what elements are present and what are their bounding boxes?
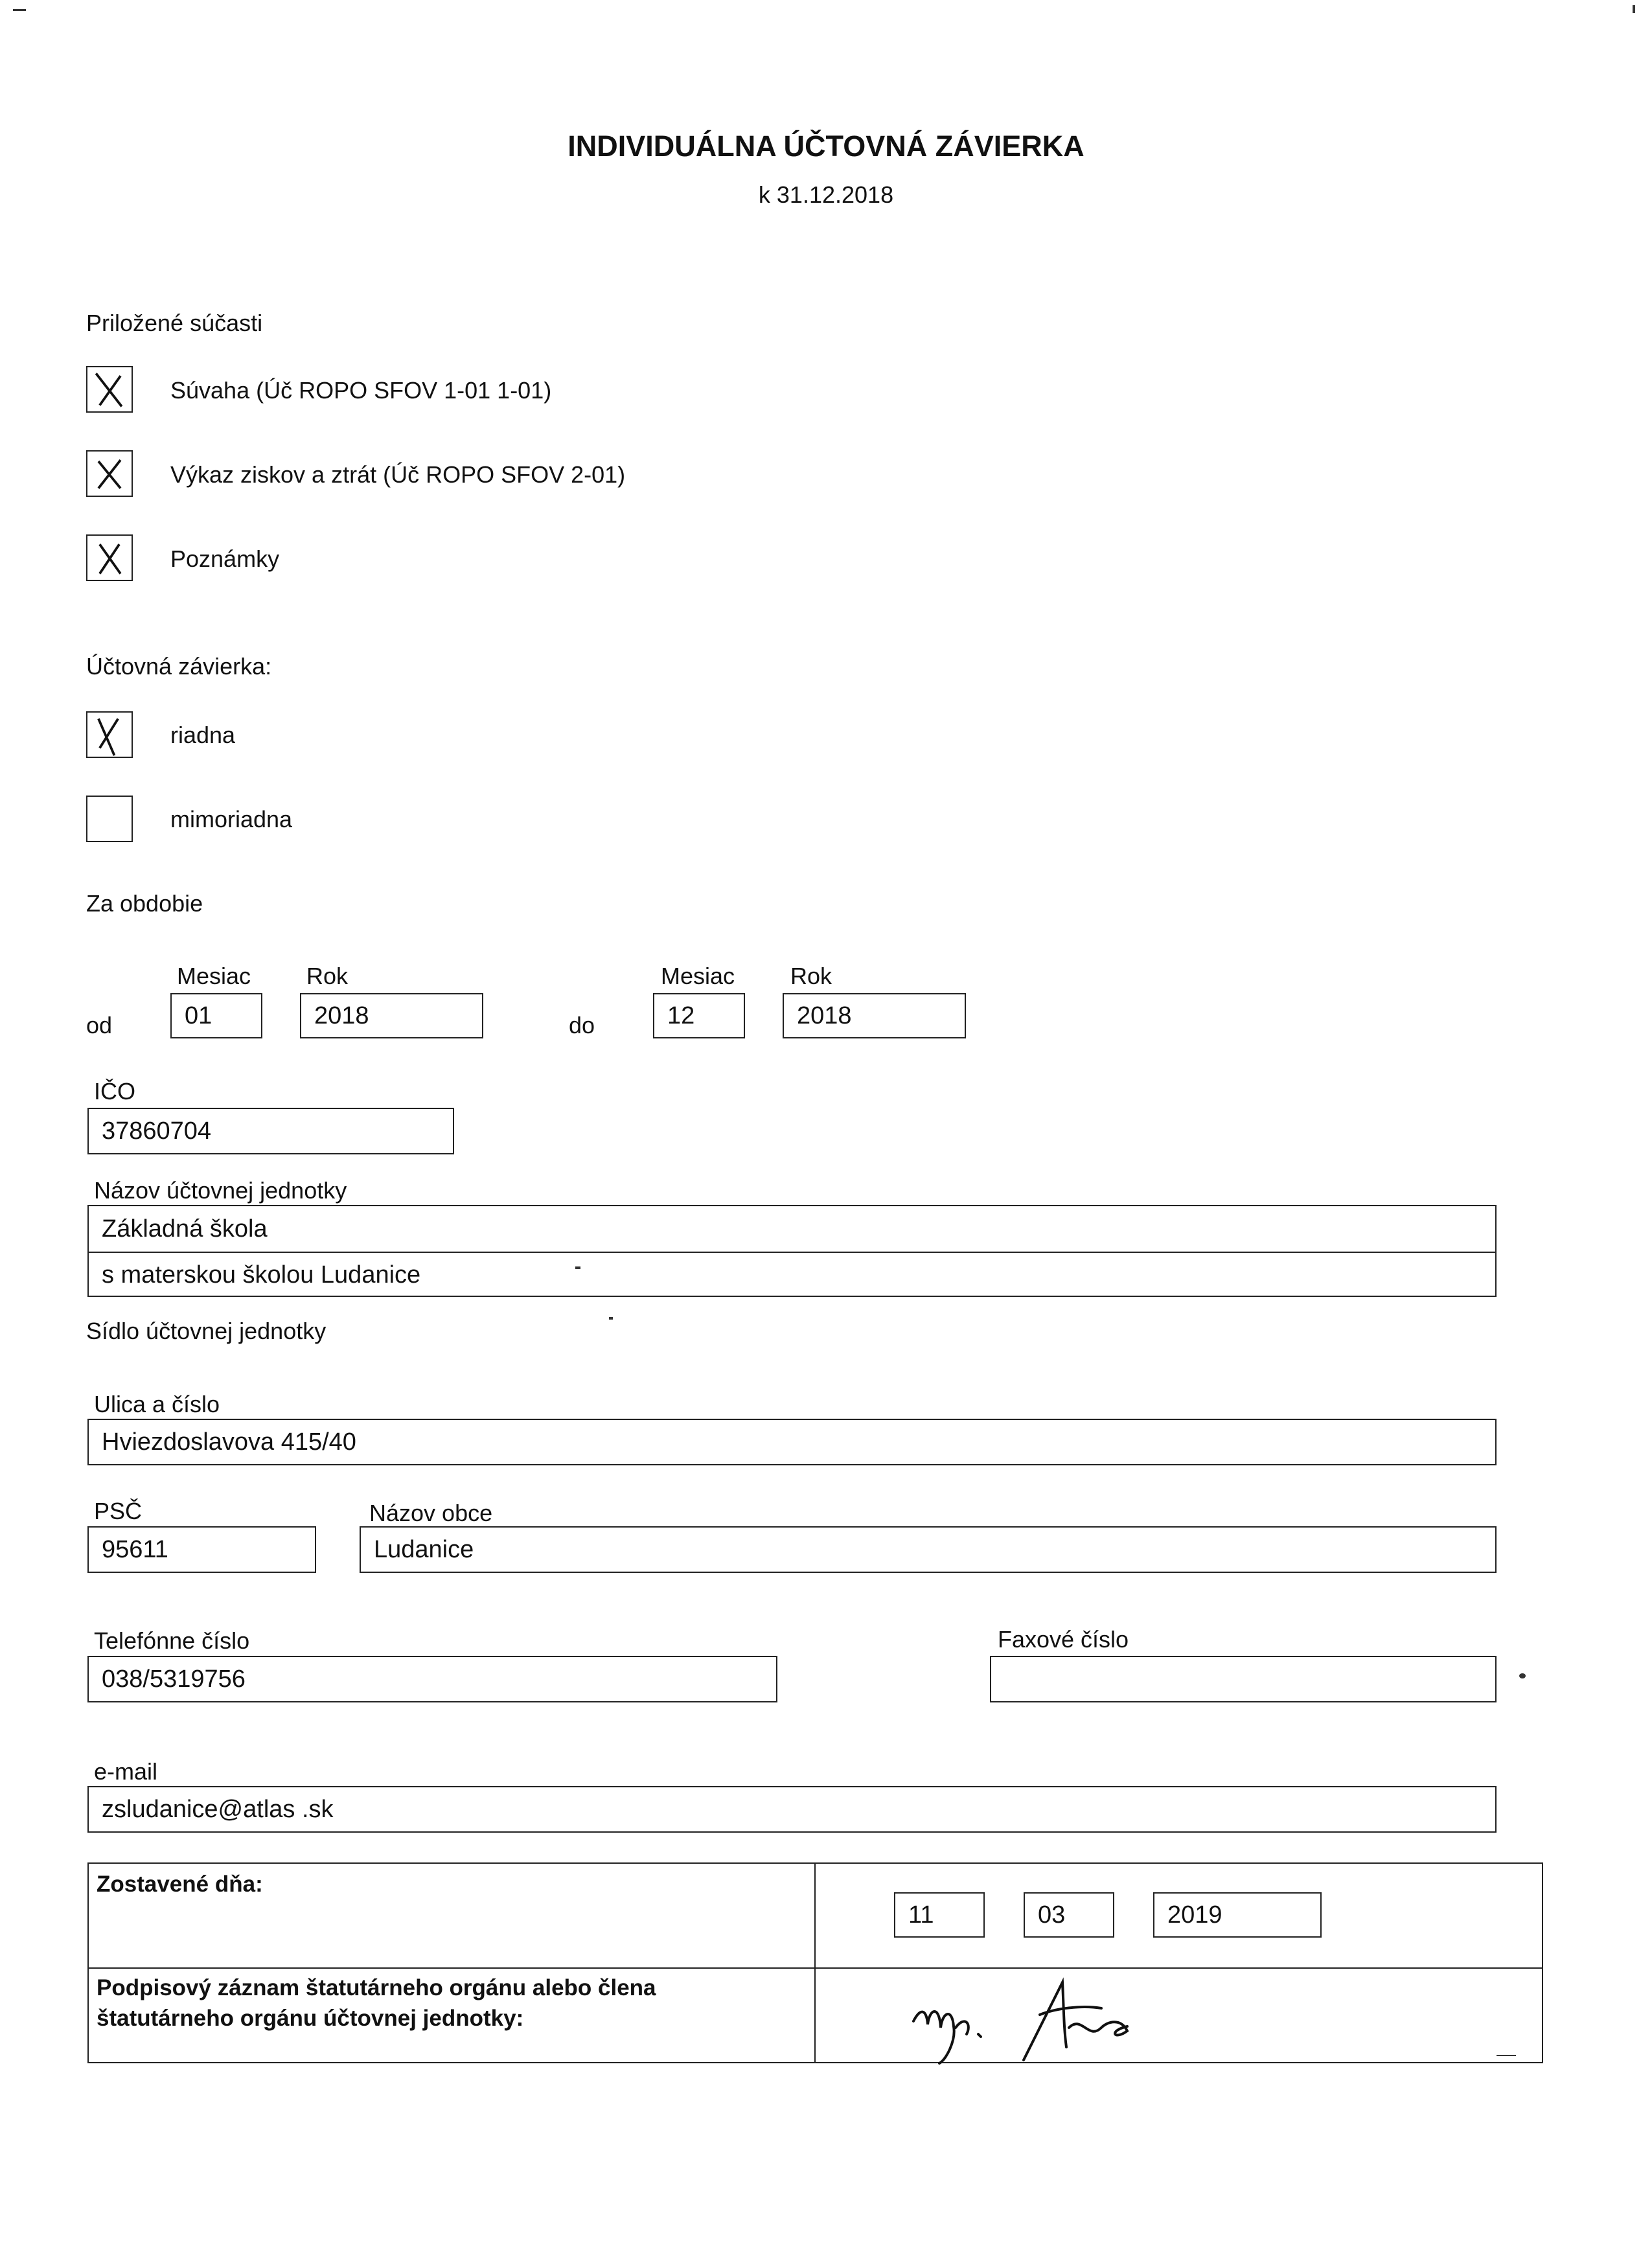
email-field[interactable]: zsludanice@atlas .sk	[87, 1786, 1497, 1833]
psc-label: PSČ	[94, 1498, 143, 1524]
statement-type-checkbox-regular[interactable]	[86, 711, 133, 758]
table-divider-vertical	[814, 1864, 816, 2062]
from-year-label: Rok	[306, 963, 349, 989]
scan-artifact	[1497, 2055, 1516, 2056]
handwritten-signature	[894, 1969, 1231, 2067]
street-label: Ulica a číslo	[94, 1391, 220, 1417]
scan-artifact	[575, 1266, 580, 1269]
compiled-date-label: Zostavené dňa:	[97, 1872, 263, 1897]
attachment-label-profit-loss: Výkaz ziskov a ztrát (Úč ROPO SFOV 2-01)	[170, 461, 626, 488]
to-year-field[interactable]: 2018	[783, 993, 966, 1038]
scan-artifact	[609, 1317, 613, 1320]
attachment-label-balance-sheet: Súvaha (Úč ROPO SFOV 1-01 1-01)	[170, 377, 552, 404]
psc-field[interactable]: 95611	[87, 1526, 316, 1573]
email-label: e-mail	[94, 1758, 158, 1785]
entity-name-line-2: s materskou školou Ludanice	[89, 1252, 1495, 1297]
attachment-checkbox-profit-loss[interactable]	[86, 450, 133, 497]
from-label: od	[86, 1012, 113, 1038]
ico-field[interactable]: 37860704	[87, 1108, 454, 1154]
statement-type-label-regular: riadna	[170, 722, 236, 748]
to-year-label: Rok	[790, 963, 832, 989]
compiled-day-field[interactable]: 11	[894, 1892, 985, 1938]
attachment-checkbox-notes[interactable]	[86, 534, 133, 581]
entity-name-field[interactable]	[87, 1205, 1497, 1297]
to-label: do	[569, 1012, 595, 1038]
entity-seat-heading: Sídlo účtovnej jednotky	[86, 1318, 327, 1344]
statement-type-heading: Účtovná závierka:	[86, 653, 272, 680]
scan-artifact	[1633, 5, 1635, 13]
phone-label: Telefónne číslo	[94, 1627, 250, 1654]
phone-field[interactable]: 038/5319756	[87, 1656, 777, 1702]
compiled-month-field[interactable]: 03	[1024, 1892, 1114, 1938]
signature-label-line-2: štatutárneho orgánu účtovnej jednotky:	[97, 2006, 524, 2031]
fax-field[interactable]	[990, 1656, 1497, 1702]
to-month-label: Mesiac	[661, 963, 735, 989]
scan-artifact	[1519, 1673, 1526, 1678]
from-month-field[interactable]: 01	[170, 993, 262, 1038]
document-date: k 31.12.2018	[758, 181, 894, 208]
check-x-icon	[87, 452, 132, 496]
fax-label: Faxové číslo	[998, 1626, 1129, 1653]
from-year-field[interactable]: 2018	[300, 993, 483, 1038]
check-x-icon	[87, 713, 132, 757]
entity-name-label: Názov účtovnej jednotky	[94, 1177, 347, 1204]
signature-label-line-1: Podpisový záznam štatutárneho orgánu alebo člena	[97, 1975, 656, 2000]
document-title: INDIVIDUÁLNA ÚČTOVNÁ ZÁVIERKA	[568, 130, 1084, 163]
attachment-label-notes: Poznámky	[170, 545, 280, 572]
town-field[interactable]: Ludanice	[360, 1526, 1497, 1573]
check-x-icon	[87, 536, 132, 580]
table-divider-horizontal	[89, 1967, 1542, 1969]
attachments-heading: Priložené súčasti	[86, 310, 263, 336]
check-x-icon	[87, 367, 132, 411]
compiled-year-field[interactable]: 2019	[1153, 1892, 1322, 1938]
town-label: Názov obce	[369, 1500, 493, 1526]
street-field[interactable]: Hviezdoslavova 415/40	[87, 1419, 1497, 1465]
statement-type-label-extraordinary: mimoriadna	[170, 806, 293, 832]
statement-type-checkbox-extraordinary[interactable]	[86, 796, 133, 842]
from-month-label: Mesiac	[177, 963, 251, 989]
scan-artifact	[13, 9, 26, 11]
compiled-signature-table	[87, 1862, 1543, 2063]
attachment-checkbox-balance-sheet[interactable]	[86, 366, 133, 413]
to-month-field[interactable]: 12	[653, 993, 745, 1038]
entity-name-line-1: Základná škola	[102, 1215, 268, 1243]
ico-label: IČO	[94, 1078, 136, 1105]
period-heading: Za obdobie	[86, 890, 203, 917]
